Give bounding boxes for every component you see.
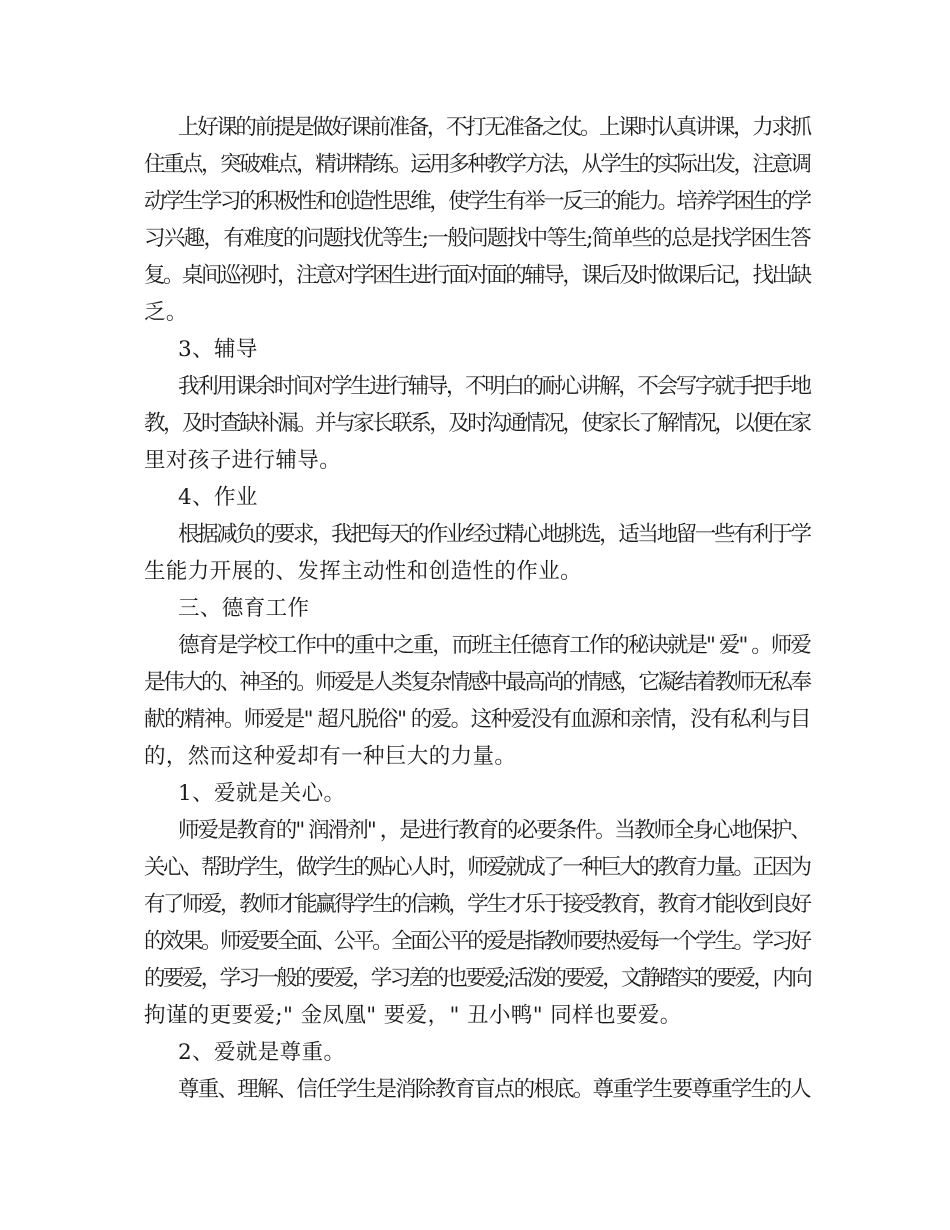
text-line: 根据减负的要求，我把每天的作业经过精心地挑选，适当地留一些有利于学 — [178, 522, 810, 547]
text-line: 复。桌间巡视时，注意对学困生进行面对面的辅导，课后及时做课后记，找出缺 — [144, 263, 810, 288]
text-line: 献的精神。师爱是" 超凡脱俗" 的爱。这种爱没有血源和亲情，没有私利与目 — [144, 707, 810, 732]
text-line: 乏。 — [144, 300, 188, 325]
text-line: 生能力开展的、发挥主动性和创造性的作业。 — [144, 559, 583, 584]
text-line: 师爱是教育的" 润滑剂" ，是进行教育的必要条件。当教师全身心地保护、 — [178, 818, 810, 843]
text-line: 关心、帮助学生，做学生的贴心人时，师爱就成了一种巨大的教育力量。正因为 — [144, 855, 810, 880]
text-line: 拘谨的更要爱;" 金凤凰" 要爱，" 丑小鸭" 同样也要爱。 — [144, 1003, 682, 1028]
section-heading: 1、爱就是关心。 — [178, 781, 346, 806]
text-line: 上好课的前提是做好课前准备，不打无准备之仗。上课时认真讲课，力求抓 — [178, 115, 810, 140]
section-heading: 4、作业 — [178, 485, 258, 510]
text-line: 住重点，突破难点，精讲精练。运用多种教学方法，从学生的实际出发，注意调 — [144, 152, 810, 177]
text-line: 的效果。师爱要全面、公平。全面公平的爱是指教师要热爱每一个学生。学习好 — [144, 929, 810, 954]
text-line: 习兴趣，有难度的问题找优等生;一般问题找中等生;简单些的总是找学困生答 — [144, 226, 810, 251]
section-heading: 3、辅导 — [178, 337, 258, 362]
text-line: 尊重、理解、信任学生是消除教育盲点的根底。尊重学生要尊重学生的人 — [178, 1077, 810, 1102]
text-line: 里对孩子进行辅导。 — [144, 448, 342, 473]
section-heading: 2、爱就是尊重。 — [178, 1040, 346, 1065]
text-line: 的要爱，学习一般的要爱，学习差的也要爱;活泼的要爱，文静踏实的要爱，内向 — [144, 966, 811, 991]
text-line: 的，然而这种爱却有一种巨大的力量。 — [144, 744, 517, 769]
text-line: 我利用课余时间对学生进行辅导，不明白的耐心讲解，不会写字就手把手地 — [178, 374, 810, 399]
text-line: 动学生学习的积极性和创造性思维，使学生有举一反三的能力。培养学困生的学 — [144, 189, 810, 214]
text-line: 教，及时查缺补漏。并与家长联系，及时沟通情况，使家长了解情况，以便在家 — [144, 411, 810, 436]
section-heading: 三、德育工作 — [178, 596, 310, 621]
text-line: 有了师爱，教师才能赢得学生的信赖，学生才乐于接受教育，教育才能收到良好 — [144, 892, 810, 917]
text-line: 德育是学校工作中的重中之重，而班主任德育工作的秘诀就是" 爱" 。师爱 — [178, 633, 810, 658]
text-line: 是伟大的、神圣的。师爱是人类复杂情感中最高尚的情感，它凝结着教师无私奉 — [144, 670, 810, 695]
